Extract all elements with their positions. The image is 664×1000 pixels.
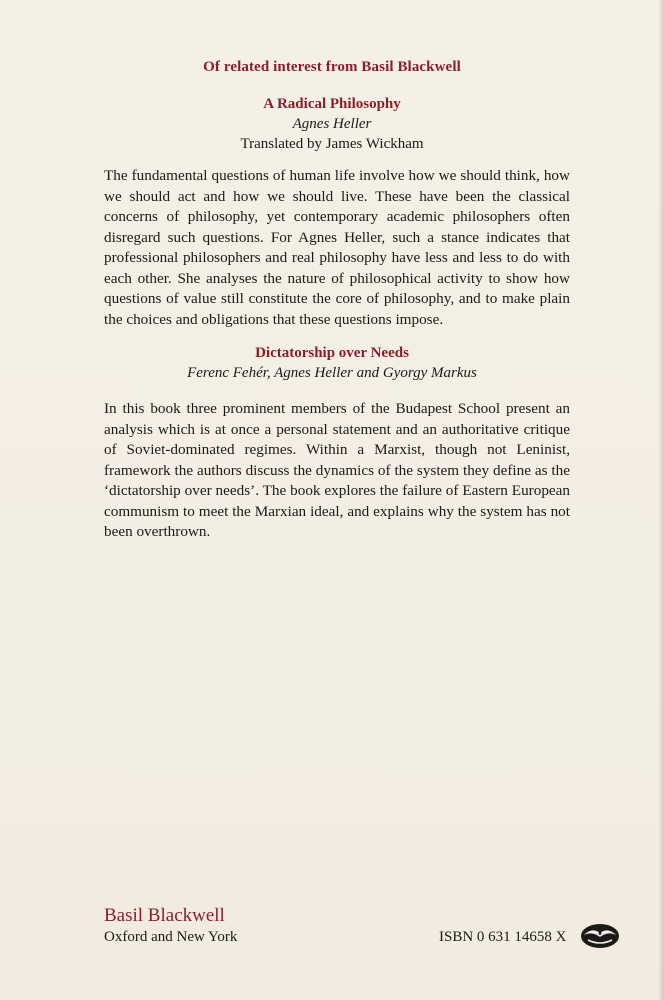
- isbn-number: ISBN 0 631 14658 X: [439, 929, 567, 945]
- book-title: A Radical Philosophy: [263, 96, 401, 112]
- publisher-logo-icon: [579, 920, 621, 950]
- book-description-dictatorship-over-needs: In this book three prominent members of the Budapest School present an analysis which is at once a personal statement and an authoritative critique of Soviet-dominated regimes. Within a Marxist, though not Leninist, framework the authors discuss the dynamics of the system they define as the ‘dictatorship over needs’. The book explores the failure of Eastern European communism to meet the Marxian ideal, and explains why the system has not been overthrown.: [104, 400, 570, 540]
- book-translator: Translated by James Wickham: [240, 136, 424, 152]
- book-entry-dictatorship-over-needs: [0, 343, 664, 383]
- book-author: Ferenc Fehér, Agnes Heller and Gyorgy Markus: [187, 365, 477, 381]
- book-author: Agnes Heller: [292, 116, 372, 132]
- book-description-radical-philosophy: The fundamental questions of human life involve how we should think, how we should act and how we should live. These have been the classical concerns of philosophy, yet contemporary academic philosophers often disregard such questions. For Agnes Heller, such a stance indicates that professional philosophers and real philosophy have less and less to do with each other. She analyses the nature of philosophical activity to show how questions of value still constitute the core of philosophy, and to make plain the choices and obligations that these questions impose.: [104, 167, 570, 328]
- related-interest-heading: Of related interest from Basil Blackwell: [203, 59, 461, 75]
- publisher-cities: Oxford and New York: [104, 929, 238, 945]
- publisher-name: Basil Blackwell: [104, 905, 225, 926]
- book-entry-radical-philosophy: [0, 94, 664, 154]
- book-title: Dictatorship over Needs: [255, 345, 409, 361]
